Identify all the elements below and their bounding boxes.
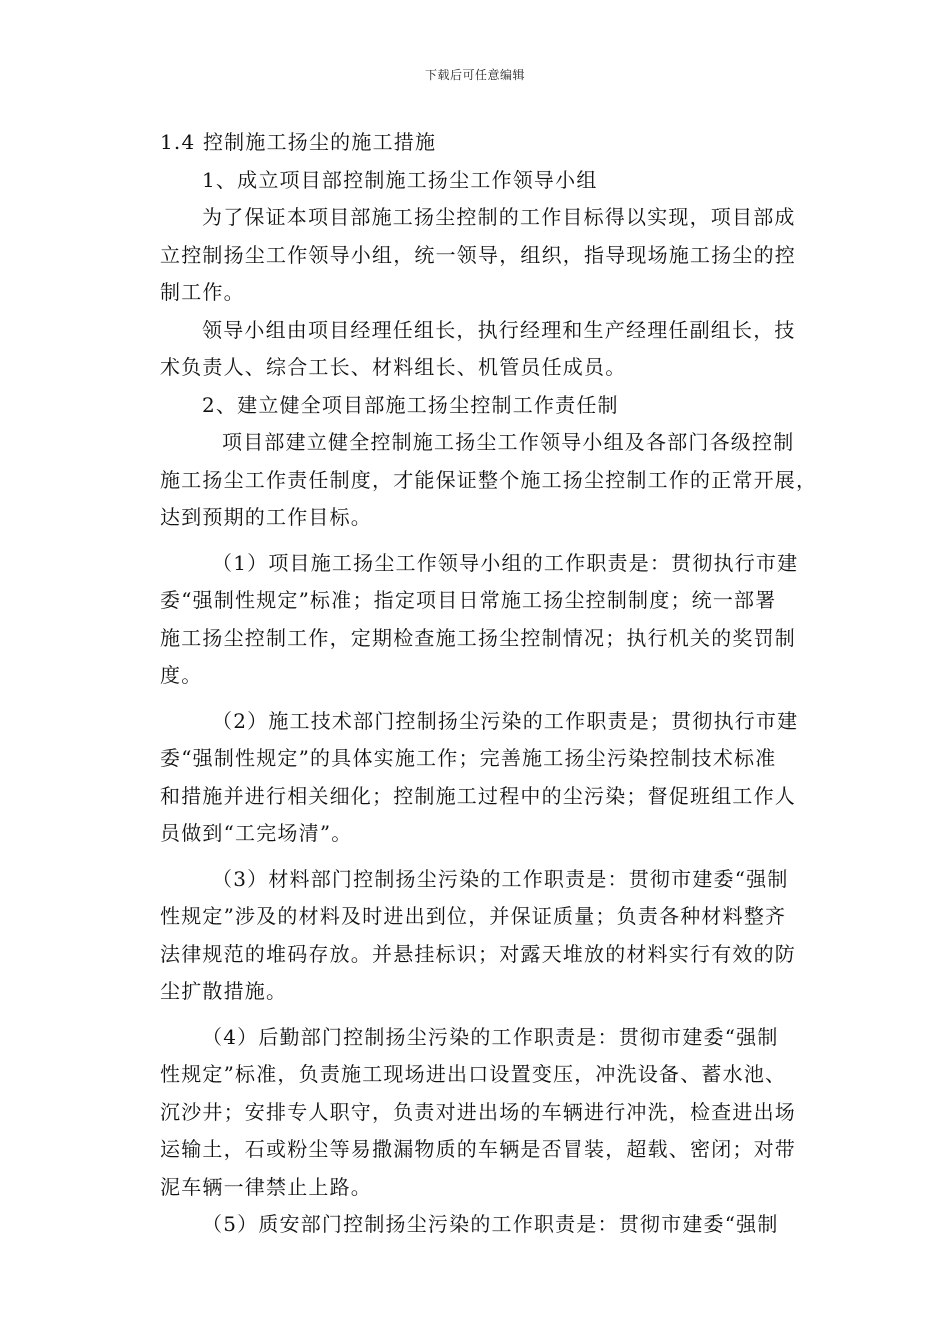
item-1-line: 度。 bbox=[160, 663, 203, 687]
item-4-line: 性规定”标准，负责施工现场进出口设置变压，冲洗设备、蓄水池、 bbox=[160, 1062, 787, 1086]
paragraph-3-line: 达到预期的工作目标。 bbox=[160, 505, 372, 529]
item-3-line: 尘扩散措施。 bbox=[160, 979, 288, 1003]
item-4-line: 沉沙井；安排专人职守，负责对进出场的车辆进行冲洗，检查进出场 bbox=[160, 1099, 796, 1124]
subsection-title-1: 1、成立项目部控制施工扬尘工作领导小组 bbox=[202, 167, 598, 192]
item-4-line: 泥车辆一律禁止上路。 bbox=[160, 1174, 372, 1199]
item-2-line: 委“强制性规定”的具体实施工作；完善施工扬尘污染控制技术标准 bbox=[160, 746, 777, 770]
page-header: 下载后可任意编辑 bbox=[424, 68, 525, 82]
paragraph-1-line: 立控制扬尘工作领导小组，统一领导，组织，指导现场施工扬尘的控 bbox=[160, 242, 796, 267]
paragraph-3-line: 施工扬尘工作责任制度，才能保证整个施工扬尘控制工作的正常开展， bbox=[160, 467, 818, 492]
paragraph-1-line: 制工作。 bbox=[160, 280, 245, 304]
section-title: 1.4 控制施工扬尘的施工措施 bbox=[160, 130, 437, 154]
item-3-line: （3）材料部门控制扬尘污染的工作职责是：贯彻市建委“强制 bbox=[212, 866, 789, 891]
item-4-line: （4）后勤部门控制扬尘污染的工作职责是：贯彻市建委“强制 bbox=[202, 1024, 779, 1049]
document-body bbox=[160, 124, 860, 1244]
item-1-line: 委“强制性规定”标准；指定项目日常施工扬尘控制制度；统一部署 bbox=[160, 588, 777, 612]
item-3-line: 法律规范的堆码存放。并悬挂标识；对露天堆放的材料实行有效的防 bbox=[160, 941, 796, 966]
item-1-line: （1）项目施工扬尘工作领导小组的工作职责是：贯彻执行市建 bbox=[212, 550, 799, 575]
item-1-line: 施工扬尘控制工作，定期检查施工扬尘控制情况；执行机关的奖罚制 bbox=[160, 625, 796, 650]
item-4-line: 运输土，石或粉尘等易撒漏物质的车辆是否冒装，超载、密闭；对带 bbox=[160, 1137, 796, 1161]
paragraph-3-line: 项目部建立健全控制施工扬尘工作领导小组及各部门各级控制 bbox=[222, 430, 795, 454]
item-3-line: 性规定”涉及的材料及时进出到位，并保证质量；负责各种材料整齐 bbox=[160, 904, 787, 928]
paragraph-2-line: 领导小组由项目经理任组长，执行经理和生产经理任副组长，技 bbox=[202, 317, 796, 342]
item-2-line: 员做到“工完场清”。 bbox=[160, 821, 353, 845]
subsection-title-2: 2、建立健全项目部施工扬尘控制工作责任制 bbox=[202, 392, 619, 417]
paragraph-2-line: 术负责人、综合工长、材料组长、机管员任成员。 bbox=[160, 355, 627, 379]
paragraph-1-line: 为了保证本项目部施工扬尘控制的工作目标得以实现，项目部成 bbox=[202, 205, 796, 229]
item-5-line: （5）质安部门控制扬尘污染的工作职责是：贯彻市建委“强制 bbox=[202, 1212, 779, 1236]
item-2-line: 和措施并进行相关细化；控制施工过程中的尘污染；督促班组工作人 bbox=[160, 783, 796, 808]
item-2-line: （2）施工技术部门控制扬尘污染的工作职责是；贯彻执行市建 bbox=[212, 708, 799, 733]
